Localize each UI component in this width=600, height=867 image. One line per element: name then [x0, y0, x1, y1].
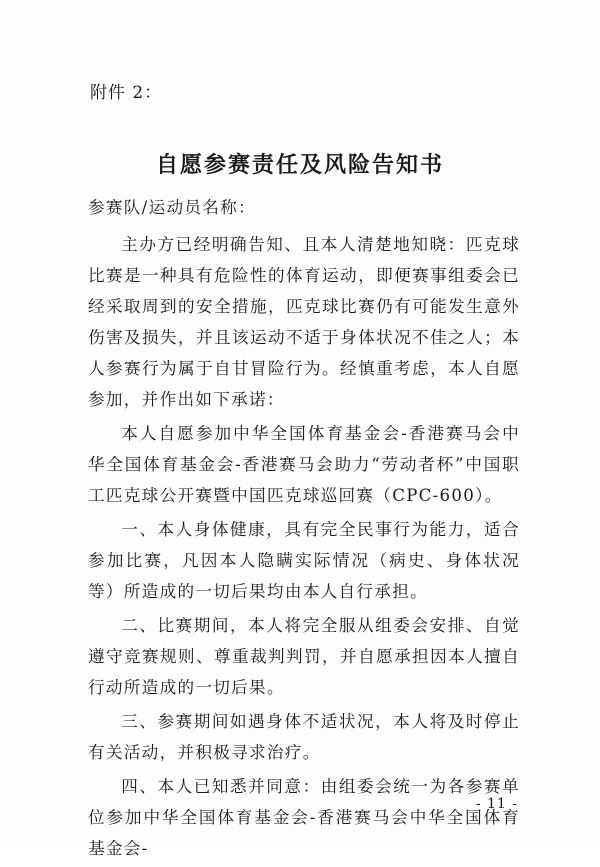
paragraph-notice: 主办方已经明确告知、且本人清楚地知晓：匹克球比赛是一种具有危险性的体育运动，即便赛事组委会已经采取周到的安全措施，匹克球比赛仍有可能发生意外伤害及损失，并且该运动不适于身体状况不佳之人；本人参赛行为属于自甘冒险行为。经慎重考虑，本人自愿参加，并作出如下承诺： [88, 235, 520, 409]
page-number: - 11 - [475, 796, 518, 812]
document-title: 自愿参赛责任及风险告知书 [155, 152, 444, 178]
paragraph-commitment-2: 二、比赛期间，本人将完全服从组委会安排、自觉遵守竞赛规则、尊重裁判判罚，并自愿承担因本人擅自行动所造成的一切后果。 [88, 616, 520, 697]
paragraph-commitment-3: 三、参赛期间如遇身体不适状况，本人将及时停止有关活动，并积极寻求治疗。 [88, 712, 520, 762]
paragraph-commitment-4: 四、本人已知悉并同意：由组委会统一为各参赛单位参加中华全国体育基金会-香港赛马会中华全国体育基金会- [88, 777, 520, 858]
paragraph-event: 本人自愿参加中华全国体育基金会-香港赛马会中华全国体育基金会-香港赛马会助力“劳动者杯”中国职工匹克球公开赛暨中国匹克球巡回赛（CPC-600）。 [88, 424, 520, 505]
paragraph-commitment-1: 一、本人身体健康，具有完全民事行为能力，适合参加比赛，凡因本人隐瞒实际情况（病史、身体状况等）所造成的一切后果均由本人自行承担。 [88, 520, 520, 601]
document-body [88, 192, 520, 867]
team-name-line: 参赛队/运动员名称： [88, 198, 256, 217]
attachment-label: 附件 2： [90, 83, 163, 103]
